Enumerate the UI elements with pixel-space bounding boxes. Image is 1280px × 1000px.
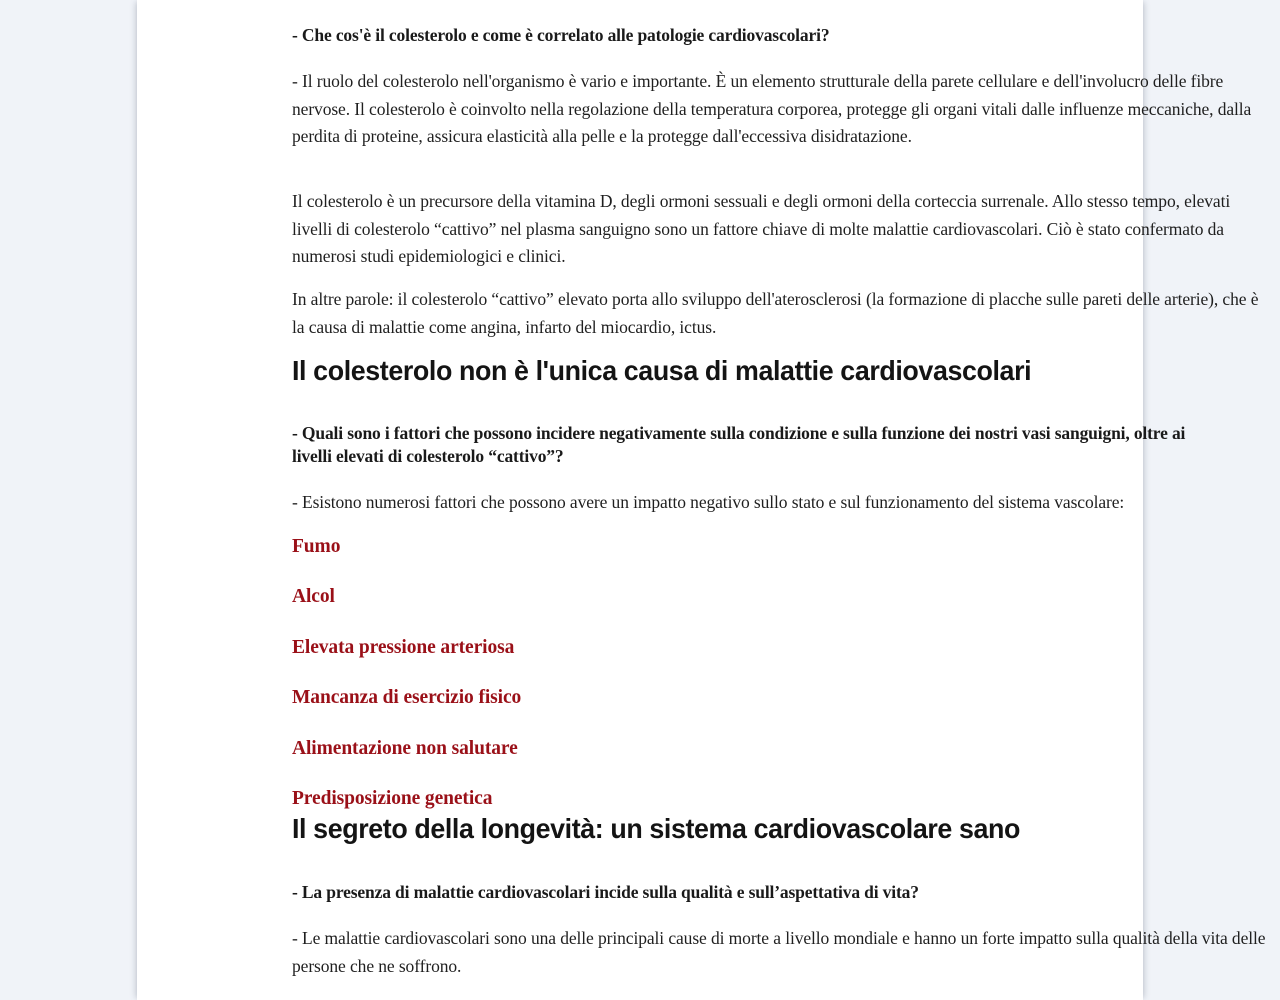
question-2-text: - Quali sono i fattori che possono incidere negativamente sulla condizione e sulla funzione dei nostri vasi sanguigni, oltre ai livelli elevati di colesterolo “cattivo”? [292,423,1186,467]
article-page-sheet [137,0,1266,1000]
answer-2-intro-text: - Esistono numerosi fattori che possono avere un impatto negativo sullo stato e sul funzionamento del sistema vascolare: [292,492,1125,512]
list-item: Alcol [292,586,335,608]
answer-1-paragraph-2-text: Il colesterolo è un precursore della vitamina D, degli ormoni sessuali e degli ormoni della corteccia surrenale. Allo stesso tempo, elevati livelli di colesterolo “cattivo” nel plasma sanguigno sono un fattore chiave di molte malattie cardiovascolari. Ciò è stato confermato da numerosi studi epidemiologici e clinici. [292,191,1231,267]
list-item: Fumo [292,536,341,557]
list-item: Alimentazione non salutare [292,737,518,759]
list-item: Mancanza di esercizio fisico [292,687,522,709]
question-1 [292,24,1267,47]
answer-3-paragraph-1 [292,925,1267,980]
question-3-text: - La presenza di malattie cardiovascolari incide sulla qualità e sull’aspettativa di vita? [292,882,919,902]
question-3 [292,881,1267,904]
answer-3-paragraph-1-text: - Le malattie cardiovascolari sono una delle principali cause di morte a livello mondiale e hanno un forte impatto sulla qualità della vita delle persone che ne soffrono. [292,928,1266,976]
answer-1-paragraph-1 [292,68,1267,151]
list-item: Predisposizione genetica [292,787,493,809]
answer-2-intro [292,489,1267,517]
risk-factor-list [292,535,1267,810]
answer-1-paragraph-3 [292,286,1267,341]
section-heading-1-text: Il colesterolo non è l'unica causa di malattie cardiovascolari [292,355,1032,386]
section-heading-1 [292,354,1267,387]
section-heading-2 [292,812,1267,845]
answer-1-paragraph-2 [292,188,1267,271]
answer-1-paragraph-3-text: In altre parole: il colesterolo “cattivo” elevato porta allo sviluppo dell'aterosclerosi (la formazione di placche sulle pareti delle arterie), che è la causa di malattie come angina, infarto del miocardio, ictus. [292,289,1259,337]
answer-1-paragraph-1-text: - Il ruolo del colesterolo nell'organismo è vario e importante. È un elemento strutturale della parete cellulare e dell'involucro delle fibre nervose. Il colesterolo è coinvolto nella regolazione della temperatura corporea, protegge gli organi vitali dalle influenze meccaniche, dalla perdita di proteine, assicura elasticità alla pelle e la protegge dall'eccessiva disidratazione. [292,71,1252,147]
question-1-text: - Che cos'è il colesterolo e come è correlato alle patologie cardiovascolari? [292,25,830,45]
section-heading-2-text: Il segreto della longevità: un sistema cardiovascolare sano [292,813,1021,844]
question-2 [292,422,1227,469]
list-item: Elevata pressione arteriosa [292,636,515,658]
